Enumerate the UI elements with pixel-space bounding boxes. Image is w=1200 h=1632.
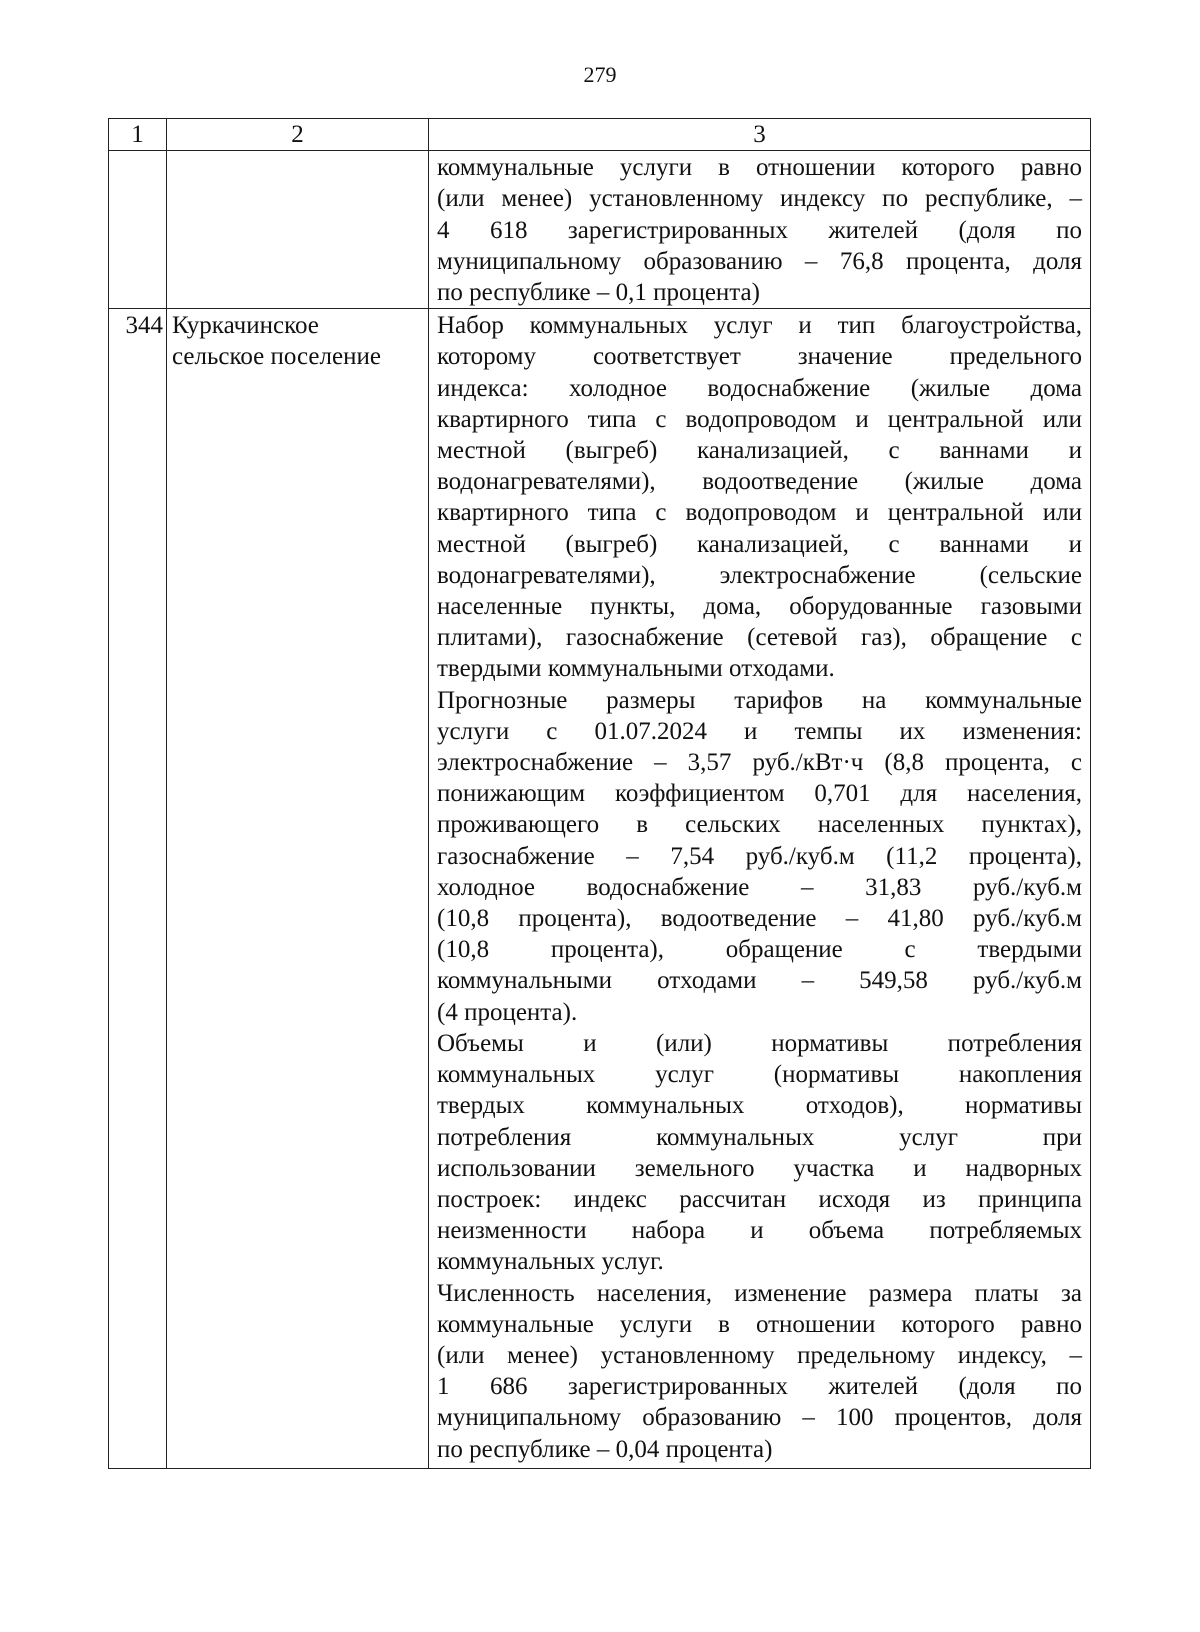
row-number-cell: 344 — [109, 309, 167, 1469]
text-line: построек: индекс рассчитан исходя из принципа — [437, 1185, 1082, 1213]
tariff-table — [108, 118, 1091, 1469]
description-cell — [429, 309, 1091, 1469]
municipality-name-cell — [167, 309, 429, 1469]
column-header-3: 3 — [429, 119, 1091, 151]
municipality-name-cell — [167, 151, 429, 309]
text-line: которому соответствует значение предельного — [437, 343, 1082, 371]
text-line: по республике – 0,1 процента) — [437, 279, 760, 307]
text-line: коммунальных услуг. — [437, 1248, 664, 1276]
text-line: Прогнозные размеры тарифов на коммунальные — [437, 686, 1082, 714]
text-line: (или менее) установленному индексу по республике, – — [437, 185, 1082, 213]
table-row-344 — [109, 309, 1091, 1469]
continuation-paragraph — [437, 152, 1082, 308]
text-line: твердых коммунальных отходов), нормативы — [437, 1092, 1082, 1120]
text-line: Численность населения, изменение размера платы за — [437, 1279, 1082, 1307]
text-line: услуги с 01.07.2024 и темпы их изменения: — [437, 717, 1082, 745]
text-line: муниципальному образованию – 76,8 процента, доля — [437, 247, 1082, 275]
table-header-row — [109, 119, 1091, 151]
text-line: (10,8 процента), водоотведение – 41,80 руб./куб.м — [437, 905, 1082, 933]
text-line: населенные пункты, дома, оборудованные газовыми — [437, 593, 1082, 621]
text-line: 4 618 зарегистрированных жителей (доля по — [437, 216, 1082, 244]
text-line: проживающего в сельских населенных пунктах), — [437, 811, 1082, 839]
text-line: коммунальных услуг (нормативы накопления — [437, 1061, 1082, 1089]
text-line: местной (выгреб) канализацией, с ваннами и — [437, 530, 1082, 558]
text-line: Объемы и (или) нормативы потребления — [437, 1029, 1082, 1057]
table-row-continuation — [109, 151, 1091, 309]
text-line: потребления коммунальных услуг при — [437, 1123, 1082, 1151]
text-line: коммунальные услуги в отношении которого равно — [437, 154, 1082, 182]
text-line: газоснабжение – 7,54 руб./куб.м (11,2 процента), — [437, 842, 1082, 870]
description-cell — [429, 151, 1091, 309]
text-line: водонагревателями), электроснабжение (сельские — [437, 561, 1082, 589]
text-line: квартирного типа с водопроводом и центральной или — [437, 405, 1082, 433]
text-line: квартирного типа с водопроводом и центральной или — [437, 499, 1082, 527]
paragraph-tariff-forecast — [437, 685, 1082, 1028]
text-line: Набор коммунальных услуг и тип благоустройства, — [437, 312, 1082, 340]
text-line: электроснабжение – 3,57 руб./кВт·ч (8,8 процента, с — [437, 749, 1082, 777]
text-line: использовании земельного участка и надворных — [437, 1154, 1082, 1182]
municipality-name-line: Куркачинское — [172, 312, 319, 340]
text-line: муниципальному образованию – 100 процентов, доля — [437, 1404, 1082, 1432]
text-line: коммунальные услуги в отношении которого равно — [437, 1310, 1082, 1338]
text-line: понижающим коэффициентом 0,701 для населения, — [437, 780, 1082, 808]
text-line: (4 процента). — [437, 998, 578, 1026]
text-line: 1 686 зарегистрированных жителей (доля по — [437, 1373, 1082, 1401]
text-line: твердыми коммунальными отходами. — [437, 655, 835, 683]
paragraph-services-set — [437, 310, 1082, 684]
page-number: 279 — [583, 62, 617, 87]
row-number-cell — [109, 151, 167, 309]
text-line: водонагревателями), водоотведение (жилые дома — [437, 468, 1082, 496]
column-header-2: 2 — [167, 119, 429, 151]
text-line: по республике – 0,04 процента) — [437, 1435, 773, 1463]
text-line: неизменности набора и объема потребляемых — [437, 1217, 1082, 1245]
paragraph-population — [437, 1278, 1082, 1465]
column-header-1: 1 — [109, 119, 167, 151]
text-line: плитами), газоснабжение (сетевой газ), обращение с — [437, 624, 1082, 652]
text-line: (или менее) установленному предельному индексу, – — [437, 1341, 1082, 1369]
text-line: местной (выгреб) канализацией, с ваннами и — [437, 437, 1082, 465]
text-line: коммунальными отходами – 549,58 руб./куб.м — [437, 967, 1082, 995]
text-line: индекса: холодное водоснабжение (жилые дома — [437, 374, 1082, 402]
municipality-name-line: сельское поселение — [172, 343, 381, 371]
paragraph-consumption-norms — [437, 1028, 1082, 1278]
text-line: (10,8 процента), обращение с твердыми — [437, 936, 1082, 964]
text-line: холодное водоснабжение – 31,83 руб./куб.м — [437, 873, 1082, 901]
